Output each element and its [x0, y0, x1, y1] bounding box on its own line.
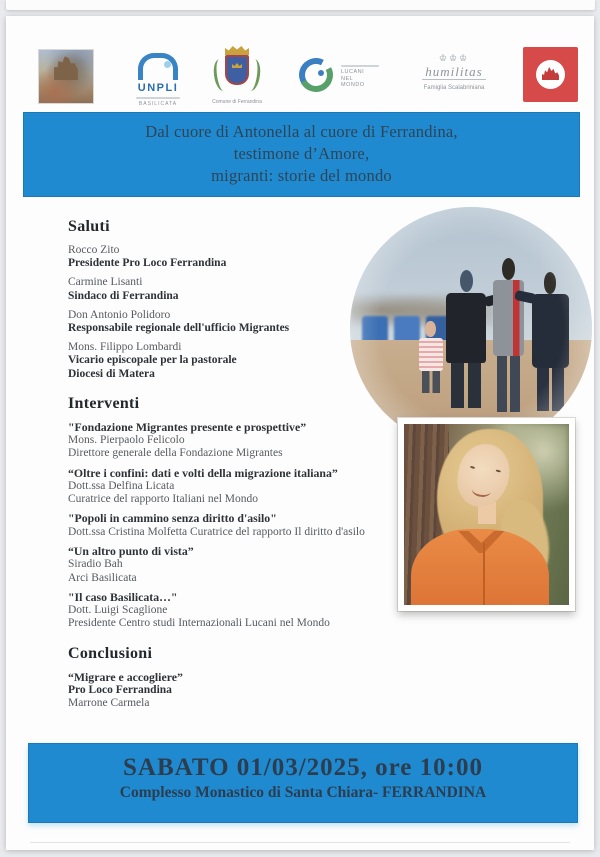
scan-artifact-line [30, 842, 570, 843]
program-content [68, 217, 413, 717]
portrait-image [404, 424, 569, 605]
talk-desc: Direttore generale della Fondazione Migrantes [68, 447, 283, 460]
talk-speaker: Dott.ssa Cristina Molfetta Curatrice del rapporto Il diritto d'asilo [68, 525, 365, 538]
saluti-entry [68, 341, 413, 381]
humilitas-wordmark: humilitas [422, 65, 485, 80]
talk-title: "Fondazione Migrantes presente e prospettive” [68, 419, 307, 434]
humilitas-logo [406, 53, 502, 91]
poster-page [6, 16, 594, 850]
talk-title: “Oltre i confini: dati e volti della migrazione italiana” [68, 465, 338, 480]
unpli-region-label: BASILICATA [138, 101, 178, 107]
talk-speaker: Mons. Pierpaolo Felicolo [68, 434, 185, 447]
saluti-heading: Saluti [68, 218, 110, 235]
speaker-role: Responsabile regionale dell'ufficio Migrantes [68, 322, 290, 335]
event-location: Complesso Monastico di Santa Chiara- FERRANDINA [119, 784, 487, 801]
conclusioni-entry [68, 671, 413, 711]
proloco-painting-logo [38, 49, 94, 104]
saluti-entry [68, 276, 413, 302]
event-date-banner [28, 743, 578, 823]
conclusioni-heading: Conclusioni [68, 644, 153, 662]
talk-title: “Migrare e accogliere” [68, 669, 183, 684]
talk-title: “Un altro punto di vista” [68, 544, 194, 559]
three-crowns-icon: ♔♔♔ [438, 53, 470, 63]
red-square-logo [523, 47, 578, 102]
comune-ferrandina-logo [202, 45, 272, 105]
speaker-name: Don Antonio Polidoro [68, 308, 171, 321]
talk-speaker: Dott.ssa Delfina Licata [68, 480, 175, 493]
conclusioni-name: Marrone Carmela [68, 697, 150, 710]
unpli-microtext-line [136, 97, 180, 99]
speaker-name: Carmine Lisanti [68, 276, 143, 289]
talk-title: "Il caso Basilicata…" [68, 589, 178, 604]
castle-silhouette-icon [54, 56, 78, 80]
talk-desc: Presidente Centro studi Internazionali Lucani nel Mondo [68, 617, 330, 630]
title-line-2: testimone d’Amore, [233, 144, 370, 163]
conclusioni-org: Pro Loco Ferrandina [68, 684, 172, 697]
interventi-entry [68, 467, 413, 507]
lucani-word2: NEL [341, 75, 354, 82]
talk-desc: Curatrice del rapporto Italiani nel Mondo [68, 493, 259, 506]
unpli-logo-name: UNPLI [137, 82, 179, 94]
previous-page-edge [6, 0, 595, 10]
interventi-entry [68, 545, 413, 585]
speaker-name: Mons. Filippo Lombardi [68, 341, 182, 354]
title-banner [23, 112, 580, 197]
unpli-logo [116, 53, 200, 107]
lucani-wordmark [341, 65, 379, 89]
interventi-heading: Interventi [68, 394, 140, 412]
title-line-3: migranti: storie del mondo [211, 166, 392, 185]
title-line-1: Dal cuore di Antonella al cuore di Ferrandina, [145, 122, 458, 141]
crown-icon [225, 45, 249, 55]
lucani-microtext-line [341, 65, 379, 67]
interventi-entry [68, 512, 413, 539]
interventi-entry [68, 591, 413, 631]
talk-speaker: Dott. Luigi Scaglione [68, 604, 168, 617]
interventi-entry [68, 421, 413, 461]
antonella-portrait-photo [398, 418, 575, 611]
talk-speaker: Siradio Bah [68, 558, 123, 571]
lucani-ring-icon [299, 58, 333, 92]
talk-title: "Popoli in cammino senza diritto d'asilo" [68, 511, 277, 526]
talk-desc: Arci Basilicata [68, 571, 137, 584]
comune-caption: Comune di Ferrandina [212, 99, 262, 105]
humilitas-caption: Famiglia Scalabriniana [423, 85, 485, 91]
speaker-role: Sindaco di Ferrandina [68, 289, 179, 302]
unpli-arch-icon [138, 53, 178, 80]
speaker-name: Rocco Zito [68, 244, 120, 256]
speaker-role: Presidente Pro Loco Ferrandina [68, 257, 227, 270]
lucani-word3: MONDO [341, 82, 365, 88]
lucani-nel-mondo-logo [299, 58, 409, 102]
speaker-role-2: Diocesi di Matera [68, 367, 155, 380]
lucani-word1: LUCANI [341, 69, 365, 75]
event-date: SABATO 01/03/2025, ore 10:00 [123, 754, 483, 781]
speaker-role: Vicario episcopale per la pastorale [68, 354, 237, 367]
coat-of-arms-icon [214, 45, 260, 97]
saluti-entry [68, 244, 413, 270]
saluti-entry [68, 309, 413, 335]
